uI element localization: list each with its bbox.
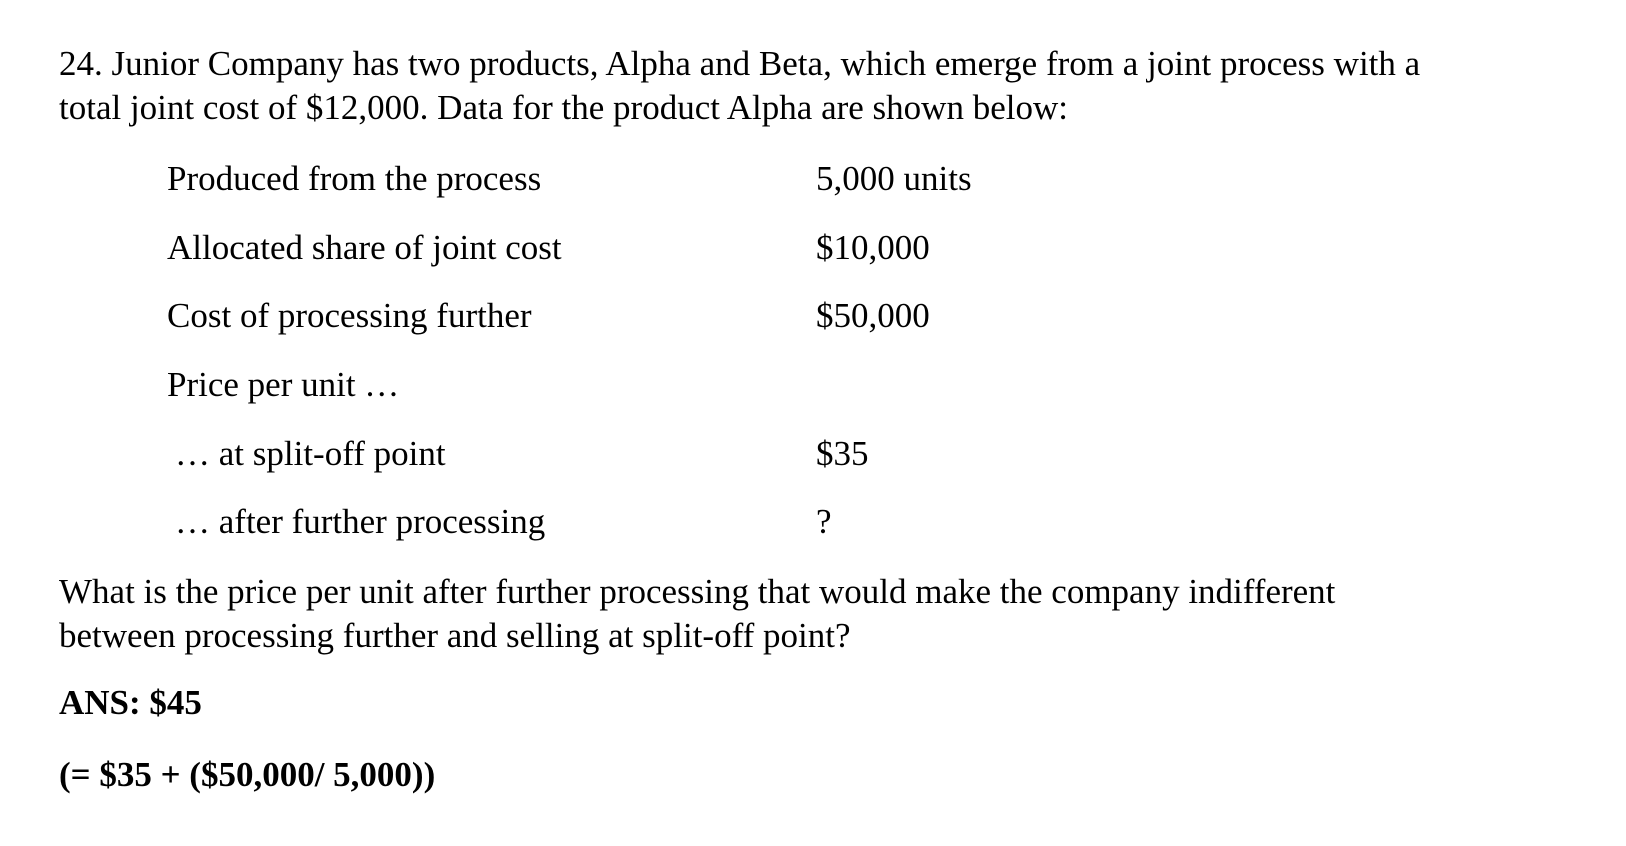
data-row-price-per-unit <box>0 363 1626 407</box>
row-value: $35 <box>816 434 869 473</box>
intro-line-2: total joint cost of $12,000. Data for the product Alpha are shown below: <box>59 88 1068 127</box>
row-value: ? <box>816 502 832 541</box>
row-label: Produced from the process <box>167 159 542 198</box>
row-label: … at split-off point <box>175 434 446 473</box>
row-label: … after further processing <box>175 502 546 541</box>
answer-explanation: (= $35 + ($50,000/ 5,000)) <box>59 755 436 794</box>
problem-intro <box>59 42 1559 130</box>
answer: ANS: $45 <box>59 683 202 722</box>
problem-question <box>59 570 1559 658</box>
row-value: $50,000 <box>816 296 930 335</box>
data-row-further-processing-price <box>0 500 1626 544</box>
data-row-split-off-price <box>0 432 1626 476</box>
row-label: Price per unit … <box>167 365 400 404</box>
question-line-2: between processing further and selling at split-off point? <box>59 616 851 655</box>
row-value: 5,000 units <box>816 159 972 198</box>
row-value: $10,000 <box>816 228 930 267</box>
row-label: Cost of processing further <box>167 296 532 335</box>
data-row-further-processing-cost <box>0 294 1626 338</box>
question-line-1: What is the price per unit after further processing that would make the company indifferent <box>59 572 1336 611</box>
row-label: Allocated share of joint cost <box>167 228 562 267</box>
data-row-allocated-joint-cost <box>0 226 1626 270</box>
intro-line-1: 24. Junior Company has two products, Alpha and Beta, which emerge from a joint process with a <box>59 44 1421 83</box>
data-row-produced <box>0 157 1626 201</box>
